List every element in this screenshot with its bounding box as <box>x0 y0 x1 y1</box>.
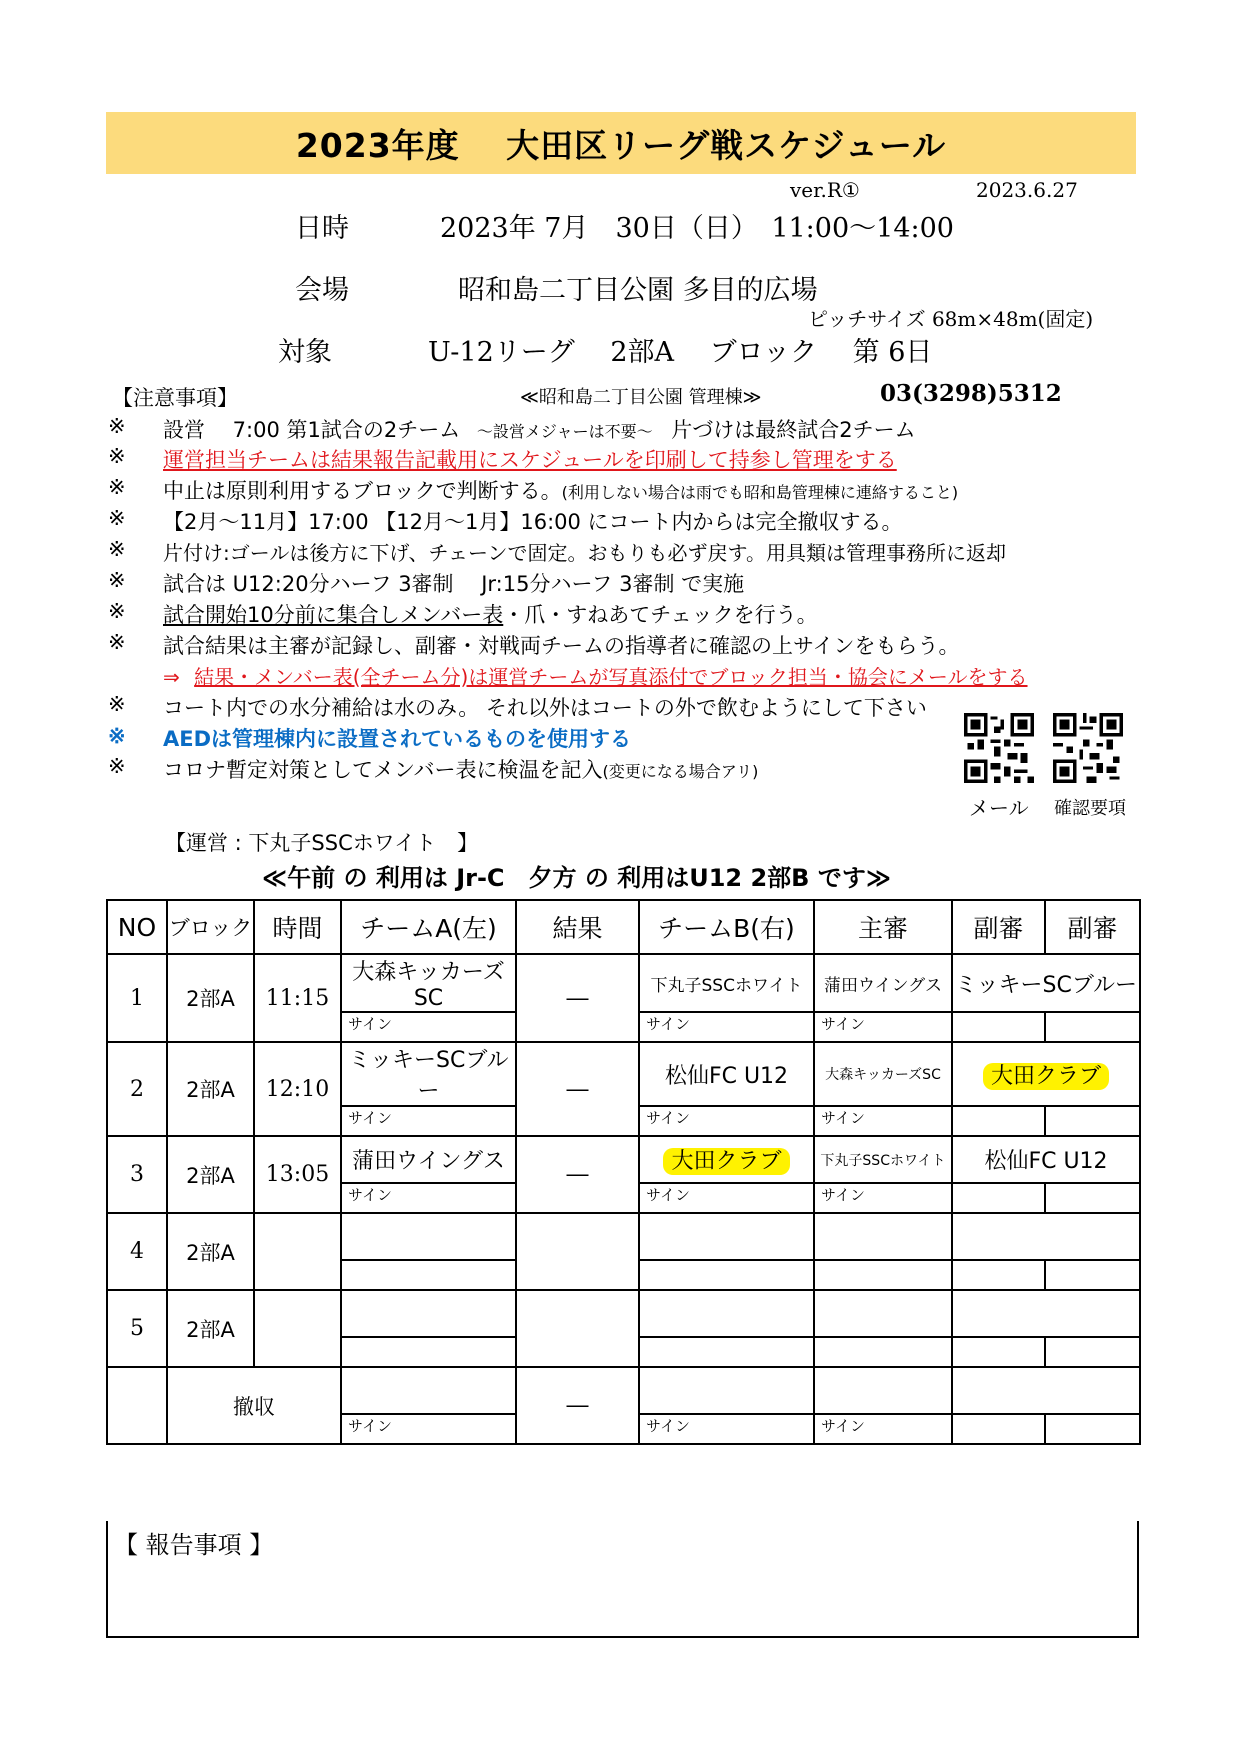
sign-assistant-2 <box>1045 1012 1140 1042</box>
row-no: 3 <box>107 1136 167 1213</box>
usage-note: ≪午前 の 利用は Jr-C 夕方 の 利用はU12 2部B です≫ <box>262 864 891 892</box>
sign-team-a: サイン <box>341 1414 516 1444</box>
note-mark: ※ <box>108 475 126 499</box>
row-referee: 下丸子SSCホワイト <box>814 1136 952 1183</box>
sign-assistant-2 <box>1045 1106 1140 1136</box>
schedule-table <box>106 899 1141 1445</box>
row-assistant <box>952 1042 1140 1106</box>
sign-referee: サイン <box>814 1414 952 1444</box>
row-block: 2部A <box>167 1042 254 1136</box>
row-team-b <box>639 1213 814 1260</box>
note-mark: ※ <box>108 537 126 561</box>
target-value: U-12リーグ 2部A ブロック 第 6日 <box>428 337 933 368</box>
sign-team-b <box>639 1260 814 1290</box>
row-result <box>516 1290 639 1367</box>
sign-assistant-2 <box>1045 1414 1140 1444</box>
row-assistant <box>952 1290 1140 1337</box>
row-no: 4 <box>107 1213 167 1290</box>
row-team-b: 下丸子SSCホワイト <box>639 954 814 1012</box>
note-6: 試合は U12:20分ハーフ 3審制 Jr:15分ハーフ 3審制 で実施 <box>163 572 745 596</box>
sign-referee: サイン <box>814 1012 952 1042</box>
row-time: 11:15 <box>254 954 341 1042</box>
notes-header: 【注意事項】 <box>112 386 238 410</box>
row-block: 撤収 <box>167 1367 341 1444</box>
header-no: NO <box>107 900 167 954</box>
row-no <box>107 1367 167 1444</box>
target-label: 対象 <box>278 337 332 368</box>
header-referee: 主審 <box>814 900 952 954</box>
note-mark: ※ <box>108 754 126 778</box>
sign-team-b <box>639 1337 814 1367</box>
row-team-b <box>639 1367 814 1414</box>
sign-team-a <box>341 1337 516 1367</box>
row-assistant <box>952 1367 1140 1414</box>
note-3: 中止は原則利用するブロックで判断する。(利用しない場合は雨でも昭和島管理棟に連絡すること) <box>163 479 959 503</box>
header-team-b: チームB(右) <box>639 900 814 954</box>
table-row <box>107 1136 1140 1183</box>
pitch-size: ピッチサイズ 68m×48m(固定) <box>808 307 1094 331</box>
row-no: 2 <box>107 1042 167 1136</box>
title-bar <box>106 112 1136 174</box>
row-team-a <box>341 1213 516 1260</box>
sign-referee: サイン <box>814 1106 952 1136</box>
row-assistant <box>952 1213 1140 1260</box>
highlight-team: 大田クラブ <box>663 1148 789 1175</box>
note-2: 運営担当チームは結果報告記載用にスケジュールを印刷して持参し管理をする <box>163 448 897 472</box>
row-team-a <box>341 1290 516 1337</box>
row-block: 2部A <box>167 1136 254 1213</box>
datetime-label: 日時 <box>295 213 349 244</box>
row-result: ― <box>516 1367 639 1444</box>
table-row <box>107 1290 1140 1337</box>
report-box[interactable] <box>106 1521 1139 1638</box>
sign-assistant-2 <box>1045 1183 1140 1213</box>
sign-assistant-2 <box>1045 1260 1140 1290</box>
sign-assistant-1 <box>952 1106 1045 1136</box>
sign-referee <box>814 1260 952 1290</box>
venue-label: 会場 <box>295 275 349 306</box>
version-label: ver.R① <box>790 178 860 202</box>
row-referee: 蒲田ウイングス <box>814 954 952 1012</box>
row-time <box>254 1290 341 1367</box>
row-block: 2部A <box>167 1290 254 1367</box>
row-time: 12:10 <box>254 1042 341 1136</box>
sign-team-b: サイン <box>639 1183 814 1213</box>
sign-team-a <box>341 1260 516 1290</box>
note-mark: ※ <box>108 723 126 748</box>
row-team-a: 蒲田ウイングス <box>341 1136 516 1183</box>
note-9: コート内での水分補給は水のみ。 それ以外はコートの外で飲むようにして下さい <box>163 696 927 720</box>
doc-date: 2023.6.27 <box>976 178 1078 202</box>
row-team-b: 松仙FC U12 <box>639 1042 814 1106</box>
row-result: ― <box>516 954 639 1042</box>
sign-assistant-1 <box>952 1183 1045 1213</box>
sign-referee: サイン <box>814 1183 952 1213</box>
sign-assistant-1 <box>952 1337 1045 1367</box>
row-result <box>516 1213 639 1290</box>
row-block: 2部A <box>167 1213 254 1290</box>
datetime-value: 2023年 7月 30日（日） 11:00～14:00 <box>440 213 954 244</box>
report-label: 【 報告事項 】 <box>114 1531 274 1559</box>
row-block: 2部A <box>167 954 254 1042</box>
note-10: AEDは管理棟内に設置されているものを使用する <box>163 727 632 751</box>
page-title: 2023年度 大田区リーグ戦スケジュール <box>295 125 947 165</box>
table-row <box>107 954 1140 1012</box>
sign-team-b: サイン <box>639 1414 814 1444</box>
row-team-b <box>639 1136 814 1183</box>
row-time <box>254 1213 341 1290</box>
table-header-row <box>107 900 1140 954</box>
sign-referee <box>814 1337 952 1367</box>
sign-team-b: サイン <box>639 1106 814 1136</box>
note-mark: ※ <box>108 444 126 468</box>
sign-team-a: サイン <box>341 1012 516 1042</box>
row-team-b <box>639 1290 814 1337</box>
sign-team-a: サイン <box>341 1183 516 1213</box>
row-team-a: ミッキーSCブルー <box>341 1042 516 1106</box>
contact-label: ≪昭和島二丁目公園 管理棟≫ <box>520 387 762 408</box>
note-mark: ※ <box>108 630 126 654</box>
header-result: 結果 <box>516 900 639 954</box>
qr-label-mail: メール <box>969 796 1029 820</box>
contact-phone: 03(3298)5312 <box>880 380 1062 407</box>
row-referee <box>814 1213 952 1260</box>
row-result: ― <box>516 1042 639 1136</box>
sign-assistant-1 <box>952 1414 1045 1444</box>
note-mark: ※ <box>108 506 126 530</box>
row-time: 13:05 <box>254 1136 341 1213</box>
header-time: 時間 <box>254 900 341 954</box>
table-row <box>107 1213 1140 1260</box>
header-team-a: チームA(左) <box>341 900 516 954</box>
row-referee: 大森キッカーズSC <box>814 1042 952 1106</box>
row-team-a <box>341 1367 516 1414</box>
highlight-team: 大田クラブ <box>983 1063 1109 1090</box>
note-mark: ※ <box>108 692 126 716</box>
row-referee <box>814 1367 952 1414</box>
sign-team-a: サイン <box>341 1106 516 1136</box>
qr-label-guide: 確認要項 <box>1054 798 1126 819</box>
header-block: ブロック <box>167 900 254 954</box>
row-no: 5 <box>107 1290 167 1367</box>
sign-team-b: サイン <box>639 1012 814 1042</box>
note-11: コロナ暫定対策としてメンバー表に検温を記入(変更になる場合アリ) <box>163 758 759 782</box>
note-1: 設営 7:00 第1試合の2チーム ～設営メジャーは不要～ 片づけは最終試合2チーム <box>163 418 916 442</box>
sign-assistant-1 <box>952 1012 1045 1042</box>
venue-value: 昭和島二丁目公園 多目的広場 <box>458 275 818 306</box>
table-row <box>107 1367 1140 1414</box>
note-8: 試合結果は主審が記録し、副審・対戦両チームの指導者に確認の上サインをもらう。 <box>163 634 960 658</box>
table-row <box>107 1042 1140 1106</box>
row-referee <box>814 1290 952 1337</box>
operator-label: 【運営 : 下丸子SSCホワイト 】 <box>165 831 479 855</box>
header-assistant-2: 副審 <box>1045 900 1140 954</box>
row-assistant: 松仙FC U12 <box>952 1136 1140 1183</box>
note-mark: ※ <box>108 599 126 623</box>
note-4: 【2月～11月】17:00 【12月～1月】16:00 にコート内からは完全撤収する。 <box>163 510 903 534</box>
sign-assistant-1 <box>952 1260 1045 1290</box>
sign-assistant-2 <box>1045 1337 1140 1367</box>
row-assistant: ミッキーSCブルー <box>952 954 1140 1012</box>
row-no: 1 <box>107 954 167 1042</box>
note-5: 片付け:ゴールは後方に下げ、チェーンで固定。おもりも必ず戻す。用具類は管理事務所に返却 <box>163 541 1006 565</box>
note-7: 試合開始10分前に集合しメンバー表・爪・すねあてチェックを行う。 <box>163 603 818 627</box>
row-result: ― <box>516 1136 639 1213</box>
header-assistant-1: 副審 <box>952 900 1045 954</box>
note-mark: ※ <box>108 414 126 438</box>
row-team-a: 大森キッカーズSC <box>341 954 516 1012</box>
qr-code-guide[interactable] <box>1053 713 1123 783</box>
qr-code-mail[interactable] <box>964 713 1034 783</box>
note-8-sub: ⇒ 結果・メンバー表(全チーム分)は運営チームが写真添付でブロック担当・協会にメールをする <box>163 665 1028 689</box>
note-mark: ※ <box>108 568 126 592</box>
